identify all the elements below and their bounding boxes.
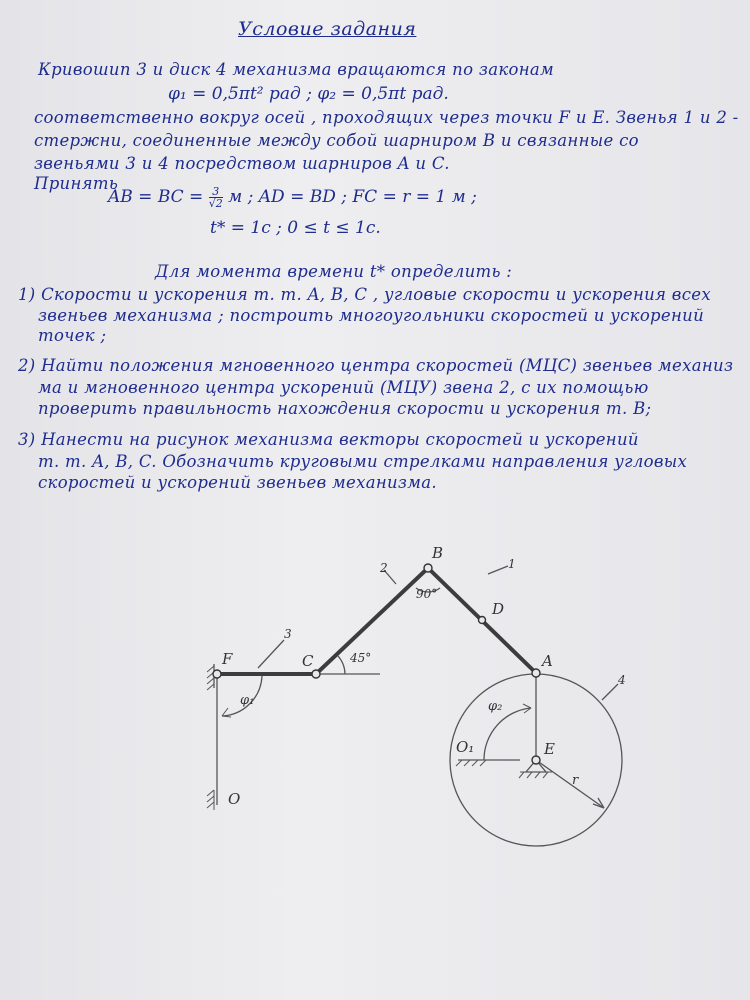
page-title: Условие задания bbox=[238, 18, 417, 40]
label-c: C bbox=[302, 652, 314, 670]
label-link-3: 3 bbox=[284, 627, 292, 641]
phi2-arc bbox=[484, 708, 531, 760]
params-time: t* = 1c ; 0 ≤ t ≤ 1c. bbox=[210, 218, 381, 238]
ground-f-hatch bbox=[207, 666, 214, 690]
angle-c-arc bbox=[338, 656, 345, 674]
params-rest: м ; AD = BD ; FC = r = 1 м ; bbox=[228, 187, 477, 207]
motion-laws: φ₁ = 0,5πt² рад ; φ₂ = 0,5πt рад. bbox=[168, 84, 449, 104]
label-angle-b: 90° bbox=[416, 587, 438, 601]
leader-1 bbox=[488, 566, 508, 574]
intro-line-2: соответственно вокруг осей , проходящих через точки F и E. Звенья 1 и 2 - bbox=[34, 108, 739, 127]
task-3-line-2: т. т. A, B, C. Обозначить круговыми стрелками направления угловых bbox=[38, 452, 688, 471]
fraction-numerator: 3 bbox=[212, 185, 220, 198]
radius-arrowhead bbox=[593, 798, 604, 808]
fraction-denominator: √2 bbox=[208, 197, 223, 210]
label-r: r bbox=[572, 773, 579, 788]
joint-d bbox=[479, 617, 486, 624]
joint-e bbox=[532, 756, 540, 764]
task-heading: Для момента времени t* определить : bbox=[155, 262, 513, 281]
task-1-line-2: звеньев механизма ; построить многоугольники скоростей и ускорений bbox=[38, 306, 704, 325]
task-1-line-3: точек ; bbox=[38, 326, 107, 345]
label-o: O bbox=[228, 790, 241, 808]
intro-line-1: Кривошип 3 и диск 4 механизма вращаются по законам bbox=[38, 60, 555, 79]
label-b: B bbox=[432, 544, 444, 562]
task-1-line-1: 1) Скорости и ускорения т. т. A, B, C , угловые скорости и ускорения всех bbox=[18, 285, 711, 304]
label-phi1: φ₁ bbox=[240, 693, 255, 708]
leader-4 bbox=[602, 684, 618, 700]
label-link-2: 2 bbox=[380, 561, 388, 575]
task-2-line-1: 2) Найти положения мгновенного центра скоростей (МЦС) звеньев механиз bbox=[18, 356, 734, 375]
task-3-line-3: скоростей и ускорений звеньев механизма. bbox=[38, 473, 437, 492]
joint-f bbox=[213, 670, 221, 678]
link-2 bbox=[316, 568, 428, 674]
radius-r bbox=[536, 760, 604, 808]
task-3-line-1: 3) Нанести на рисунок механизма векторы скоростей и ускорений bbox=[18, 430, 639, 449]
joint-a bbox=[532, 669, 540, 677]
intro-line-4: звеньями 3 и 4 посредством шарниров A и C. bbox=[34, 154, 450, 173]
label-angle-c: 45° bbox=[350, 651, 372, 665]
label-e: E bbox=[544, 740, 555, 758]
label-f: F bbox=[222, 650, 233, 668]
label-a: A bbox=[542, 652, 553, 670]
params-ab-bc: AB = BC = bbox=[108, 187, 204, 207]
leader-3 bbox=[258, 640, 284, 668]
joint-b bbox=[424, 564, 432, 572]
label-link-4: 4 bbox=[618, 673, 626, 687]
task-2-line-3: проверить правильность нахождения скорости и ускорения т. B; bbox=[38, 399, 652, 418]
task-2-line-2: ма и мгновенного центра ускорений (МЦУ) звена 2, с их помощью bbox=[38, 378, 649, 397]
accept-label: Принять bbox=[34, 174, 119, 193]
label-d: D bbox=[492, 600, 505, 618]
label-phi2: φ₂ bbox=[488, 699, 503, 714]
label-link-1: 1 bbox=[508, 557, 516, 571]
label-o1: O₁ bbox=[456, 738, 475, 756]
ground-o-hatch bbox=[207, 790, 214, 810]
joint-c bbox=[312, 670, 320, 678]
intro-line-3: стержни, соединенные между собой шарниром B и связанные со bbox=[34, 131, 639, 150]
